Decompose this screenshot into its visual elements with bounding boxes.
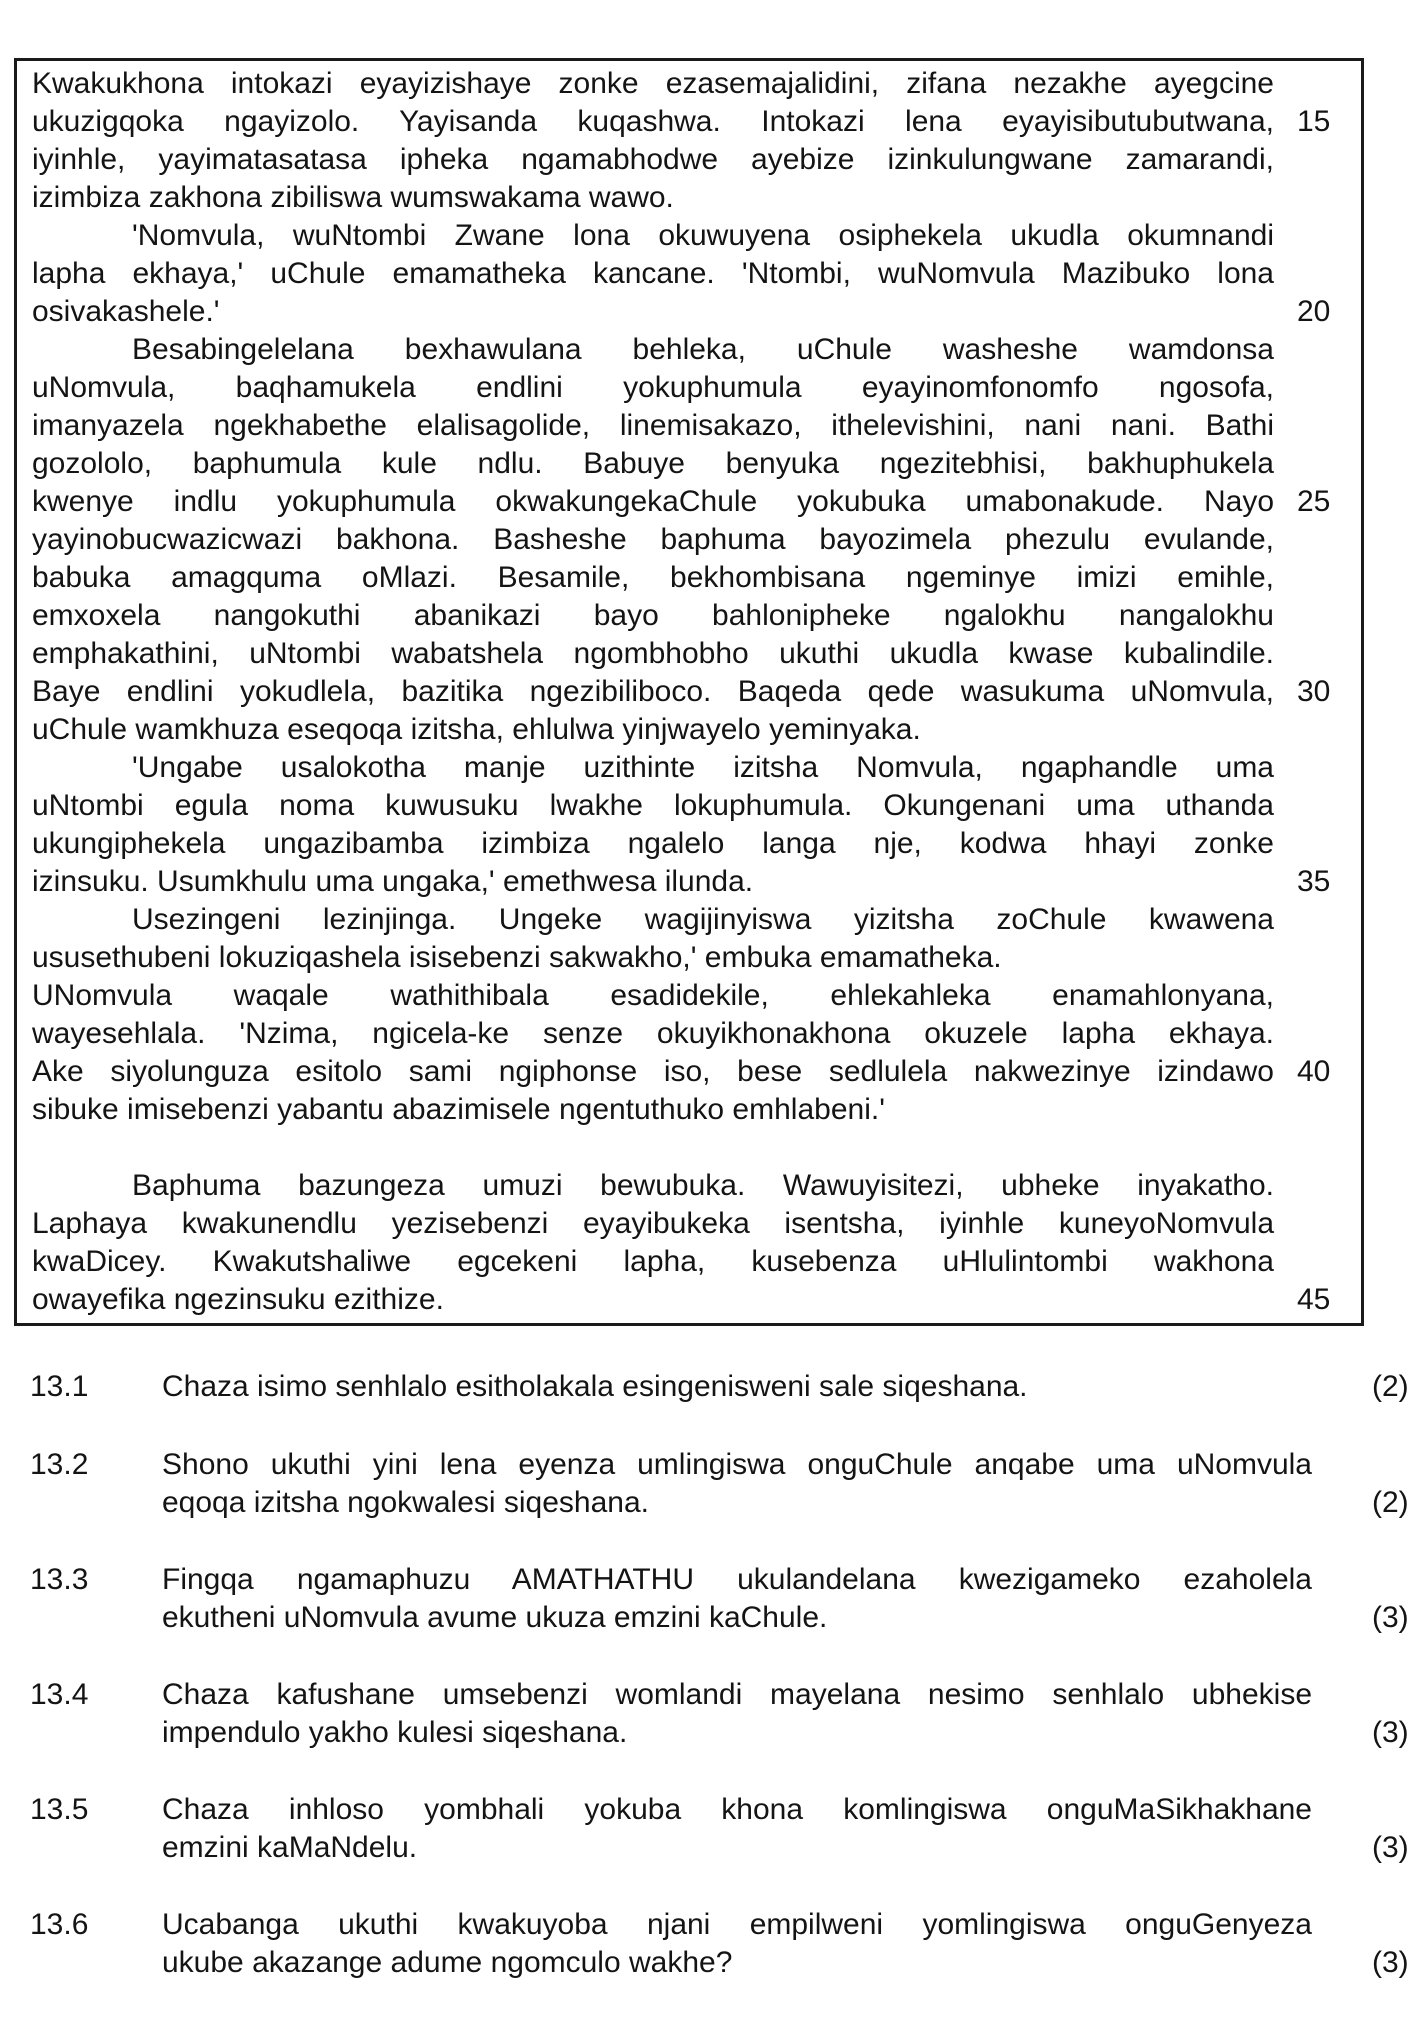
question-text: impendulo yakho kulesi siqeshana. (162, 1716, 628, 1749)
extract-line: babuka amagquma oMlazi. Besamile, bekhombisana ngeminye imizi emihle, (32, 561, 1274, 594)
extract-line: 'Ungabe usalokotha manje uzithinte izitsha Nomvula, ngaphandle uma (132, 751, 1274, 784)
question-text: ekutheni uNomvula avume ukuza emzini kaChule. (162, 1601, 828, 1634)
extract-line: izinsuku. Usumkhulu uma ungaka,' emethwesa ilunda. (32, 865, 754, 898)
question-text: ukube akazange adume ngomculo wakhe? (162, 1946, 733, 1979)
extract-line: uNtombi egula noma kuwusuku lwakhe lokuphumula. Okungenani uma uthanda (32, 789, 1274, 822)
extract-line: yayinobucwazicwazi bakhona. Basheshe baphuma bayozimela phezulu evulande, (32, 523, 1274, 556)
question-marks: (3) (1372, 1946, 1409, 1979)
extract-line: Usezingeni lezinjinga. Ungeke wagijinyiswa yizitsha zoChule kwawena (132, 903, 1274, 936)
question-marks: (2) (1372, 1486, 1409, 1519)
question-number: 13.3 (30, 1563, 89, 1596)
extract-line: wayesehlala. 'Nzima, ngicela-ke senze okuyikhonakhona okuzele lapha ekhaya. (32, 1017, 1274, 1050)
question-marks: (3) (1372, 1831, 1409, 1864)
extract-line: UNomvula waqale wathithibala esadidekile, ehlekahleka enamahlonyana, (32, 979, 1274, 1012)
question-text: Ucabanga ukuthi kwakuyoba njani empilweni yomlingiswa onguGenyeza (162, 1908, 1312, 1941)
question-text: Chaza isimo senhlalo esitholakala esingenisweni sale siqeshana. (162, 1370, 1028, 1403)
extract-line: Baye endlini yokudlela, bazitika ngezibiliboco. Baqeda qede wasukuma uNomvula, (32, 675, 1274, 708)
question-text: emzini kaMaNdelu. (162, 1831, 418, 1864)
extract-line: uNomvula, baqhamukela endlini yokuphumula eyayinomfonomfo ngosofa, (32, 371, 1274, 404)
extract-line: imanyazela ngekhabethe elalisagolide, linemisakazo, ithelevishini, nani nani. Bathi (32, 409, 1274, 442)
extract-line: emxoxela nangokuthi abanikazi bayo bahlonipheke ngalokhu nangalokhu (32, 599, 1274, 632)
extract-line: emphakathini, uNtombi wabatshela ngombhobho ukuthi ukudla kwase kubalindile. (32, 637, 1274, 670)
question-text: Chaza kafushane umsebenzi womlandi mayelana nesimo senhlalo ubhekise (162, 1678, 1312, 1711)
line-number: 25 (1297, 485, 1331, 518)
question-marks: (2) (1372, 1370, 1409, 1403)
question-text: Fingqa ngamaphuzu AMATHATHU ukulandelana kwezigameko ezaholela (162, 1563, 1312, 1596)
question-marks: (3) (1372, 1716, 1409, 1749)
line-number: 45 (1297, 1283, 1331, 1316)
question-text: Chaza inhloso yombhali yokuba khona komlingiswa onguMaSikhakhane (162, 1793, 1312, 1826)
extract-line: gozololo, baphumula kule ndlu. Babuye benyuka ngezitebhisi, bakhuphukela (32, 447, 1274, 480)
extract-line: uChule wamkhuza eseqoqa izitsha, ehlulwa yinjwayelo yeminyaka. (32, 713, 921, 746)
line-number: 30 (1297, 675, 1331, 708)
extract-line: iyinhle, yayimatasatasa ipheka ngamabhodwe ayebize izinkulungwane zamarandi, (32, 143, 1274, 176)
extract-line: ususethubeni lokuziqashela isisebenzi sakwakho,' embuka emamatheka. (32, 941, 1002, 974)
line-number: 40 (1297, 1055, 1331, 1088)
extract-line: owayefika ngezinsuku ezithize. (32, 1283, 444, 1316)
extract-line: 'Nomvula, wuNtombi Zwane lona okuwuyena osiphekela ukudla okumnandi (132, 219, 1274, 252)
extract-line: osivakashele.' (32, 295, 220, 328)
question-number: 13.5 (30, 1793, 89, 1826)
extract-line: sibuke imisebenzi yabantu abazimisele ngentuthuko emhlabeni.' (32, 1093, 885, 1126)
question-number: 13.6 (30, 1908, 89, 1941)
line-number: 15 (1297, 105, 1331, 138)
extract-line: kwenye indlu yokuphumula okwakungekaChule yokubuka umabonakude. Nayo (32, 485, 1274, 518)
extract-line: ukungiphekela ungazibamba izimbiza ngalelo langa nje, kodwa hhayi zonke (32, 827, 1274, 860)
extract-line: Laphaya kwakunendlu yezisebenzi eyayibukeka isentsha, iyinhle kuneyoNomvula (32, 1207, 1274, 1240)
line-number: 35 (1297, 865, 1331, 898)
extract-line: ukuzigqoka ngayizolo. Yayisanda kuqashwa. Intokazi lena eyayisibutubutwana, (32, 105, 1274, 138)
question-text: eqoqa izitsha ngokwalesi siqeshana. (162, 1486, 649, 1519)
question-marks: (3) (1372, 1601, 1409, 1634)
extract-line: izimbiza zakhona zibiliswa wumswakama wawo. (32, 181, 674, 214)
question-number: 13.4 (30, 1678, 89, 1711)
extract-line: Kwakukhona intokazi eyayizishaye zonke ezasemajalidini, zifana nezakhe ayegcine (32, 67, 1274, 100)
line-number: 20 (1297, 295, 1331, 328)
extract-line: kwaDicey. Kwakutshaliwe egcekeni lapha, kusebenza uHlulintombi wakhona (32, 1245, 1274, 1278)
question-text: Shono ukuthi yini lena eyenza umlingiswa onguChule anqabe uma uNomvula (162, 1448, 1312, 1481)
extract-line: Baphuma bazungeza umuzi bewubuka. Wawuyisitezi, ubheke inyakatho. (132, 1169, 1274, 1202)
extract-line: Ake siyolunguza esitolo sami ngiphonse iso, bese sedlulela nakwezinye izindawo (32, 1055, 1274, 1088)
question-number: 13.1 (30, 1370, 89, 1403)
extract-line: lapha ekhaya,' uChule emamatheka kancane. 'Ntombi, wuNomvula Mazibuko lona (32, 257, 1274, 290)
question-number: 13.2 (30, 1448, 89, 1481)
extract-box (14, 58, 1364, 1326)
extract-line: Besabingelelana bexhawulana behleka, uChule washeshe wamdonsa (132, 333, 1274, 366)
